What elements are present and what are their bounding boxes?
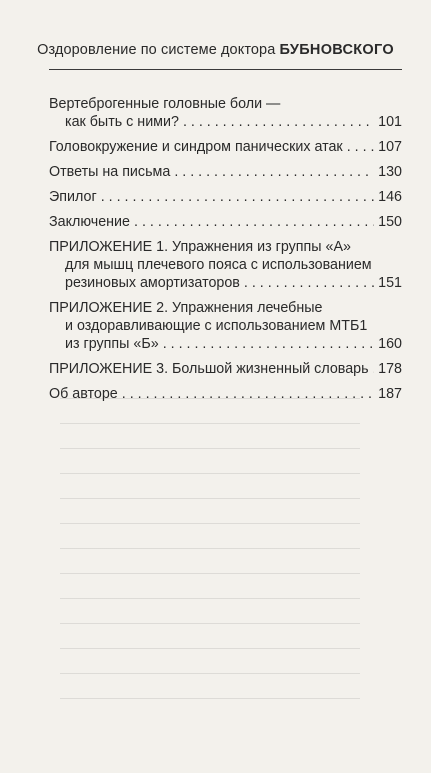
toc-entry-line: Вертеброгенные головные боли — <box>49 96 281 112</box>
leader-dots <box>101 188 374 206</box>
toc-entry-title: Ответы на письма <box>49 164 171 180</box>
leader-dots <box>347 138 374 156</box>
leader-dots <box>373 360 375 378</box>
leader-dots <box>244 274 374 292</box>
leader-dots <box>183 113 374 131</box>
leader-dots <box>134 213 374 231</box>
running-header <box>0 42 431 58</box>
leader-dots <box>174 163 374 181</box>
toc-entry-title: Заключение <box>49 214 130 230</box>
toc-page-number: 146 <box>378 189 402 205</box>
header-rule <box>49 69 402 70</box>
toc-entry-line: для мышц плечевого пояса с использованием <box>65 257 372 273</box>
toc-entry[interactable] <box>49 360 402 378</box>
toc-page-number: 130 <box>378 164 402 180</box>
toc-entry[interactable] <box>49 163 402 181</box>
toc-entry-line: ПРИЛОЖЕНИЕ 1. Упражнения из группы «А» <box>49 239 351 255</box>
header-title: Оздоровление по системе доктора <box>37 42 276 58</box>
toc-entry-title: ПРИЛОЖЕНИЕ 3. Большой жизненный словарь <box>49 361 369 377</box>
toc-entry[interactable] <box>49 95 402 131</box>
toc-entry-title: Об авторе <box>49 386 118 402</box>
toc-page-number: 187 <box>378 386 402 402</box>
toc-entry[interactable] <box>49 385 402 403</box>
toc-entry-title: из группы «Б» <box>65 336 159 352</box>
toc-page-number: 160 <box>378 336 402 352</box>
toc-entry[interactable] <box>49 238 402 292</box>
toc-entry[interactable] <box>49 188 402 206</box>
toc-entry-line: ПРИЛОЖЕНИЕ 2. Упражнения лечебные <box>49 300 323 316</box>
toc-entry-line: и оздоравливающие с использованием МТБ1 <box>65 318 368 334</box>
table-of-contents <box>49 95 402 410</box>
toc-entry[interactable] <box>49 299 402 353</box>
toc-page-number: 178 <box>378 361 402 377</box>
toc-page-number: 107 <box>378 139 402 155</box>
bleed-through <box>60 380 360 700</box>
toc-page-number: 150 <box>378 214 402 230</box>
toc-entry[interactable] <box>49 213 402 231</box>
toc-entry-title: как быть с ними? <box>65 114 179 130</box>
leader-dots <box>122 385 374 403</box>
toc-page-number: 151 <box>378 275 402 291</box>
toc-entry-title: резиновых амортизаторов <box>65 275 240 291</box>
toc-page-number: 101 <box>378 114 402 130</box>
toc-entry-title: Эпилог <box>49 189 97 205</box>
toc-entry-title: Головокружение и синдром панических атак <box>49 139 343 155</box>
leader-dots <box>163 335 374 353</box>
header-author: БУБНОВСКОГО <box>279 42 394 58</box>
toc-entry[interactable] <box>49 138 402 156</box>
